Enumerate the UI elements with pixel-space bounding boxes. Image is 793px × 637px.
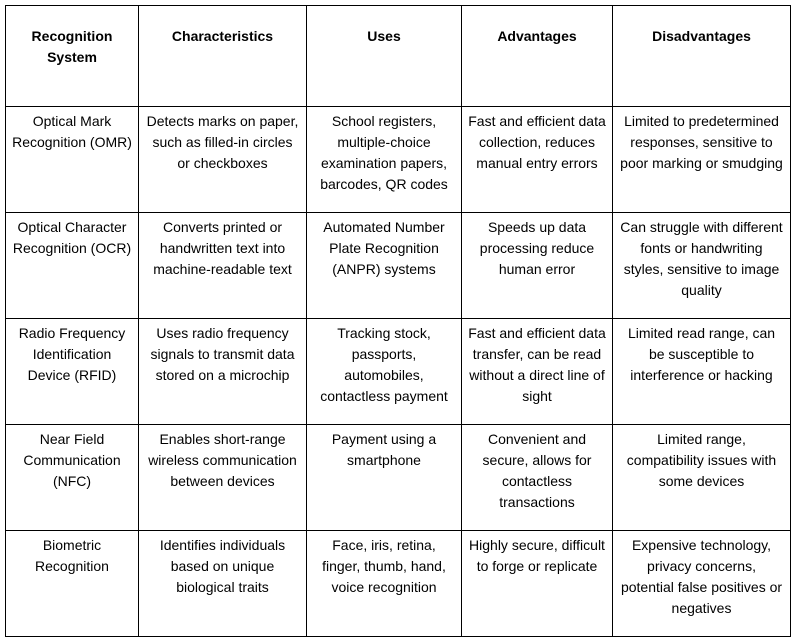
cell-advantages: Fast and efficient data transfer, can be read without a direct line of sight — [462, 319, 613, 425]
cell-system: Biometric Recognition — [6, 531, 139, 637]
cell-uses: Automated Number Plate Recognition (ANPR) systems — [307, 213, 462, 319]
cell-system: Optical Character Recognition (OCR) — [6, 213, 139, 319]
recognition-systems-table — [5, 5, 791, 637]
cell-disadvantages: Limited range, compatibility issues with some devices — [613, 425, 791, 531]
cell-advantages: Convenient and secure, allows for contactless transactions — [462, 425, 613, 531]
cell-advantages: Highly secure, difficult to forge or replicate — [462, 531, 613, 637]
header-uses: Uses — [307, 6, 462, 107]
cell-system: Near Field Communication (NFC) — [6, 425, 139, 531]
cell-advantages: Fast and efficient data collection, reduces manual entry errors — [462, 107, 613, 213]
cell-characteristics: Identifies individuals based on unique biological traits — [139, 531, 307, 637]
table-row — [6, 319, 791, 425]
cell-disadvantages: Expensive technology, privacy concerns, potential false positives or negatives — [613, 531, 791, 637]
cell-system: Radio Frequency Identification Device (RFID) — [6, 319, 139, 425]
cell-disadvantages: Limited to predetermined responses, sensitive to poor marking or smudging — [613, 107, 791, 213]
cell-uses: Tracking stock, passports, automobiles, contactless payment — [307, 319, 462, 425]
table-row — [6, 213, 791, 319]
cell-system: Optical Mark Recognition (OMR) — [6, 107, 139, 213]
cell-uses: Face, iris, retina, finger, thumb, hand, voice recognition — [307, 531, 462, 637]
cell-characteristics: Enables short-range wireless communication between devices — [139, 425, 307, 531]
header-advantages: Advantages — [462, 6, 613, 107]
header-characteristics: Characteristics — [139, 6, 307, 107]
cell-disadvantages: Limited read range, can be susceptible to interference or hacking — [613, 319, 791, 425]
cell-advantages: Speeds up data processing reduce human error — [462, 213, 613, 319]
cell-uses: Payment using a smartphone — [307, 425, 462, 531]
cell-characteristics: Uses radio frequency signals to transmit data stored on a microchip — [139, 319, 307, 425]
cell-uses: School registers, multiple-choice examination papers, barcodes, QR codes — [307, 107, 462, 213]
cell-disadvantages: Can struggle with different fonts or handwriting styles, sensitive to image quality — [613, 213, 791, 319]
header-disadvantages: Disadvantages — [613, 6, 791, 107]
cell-characteristics: Converts printed or handwritten text into machine-readable text — [139, 213, 307, 319]
header-recognition-system: Recognition System — [6, 6, 139, 107]
table-row — [6, 107, 791, 213]
table-row — [6, 425, 791, 531]
header-row — [6, 6, 791, 107]
cell-characteristics: Detects marks on paper, such as filled-in circles or checkboxes — [139, 107, 307, 213]
